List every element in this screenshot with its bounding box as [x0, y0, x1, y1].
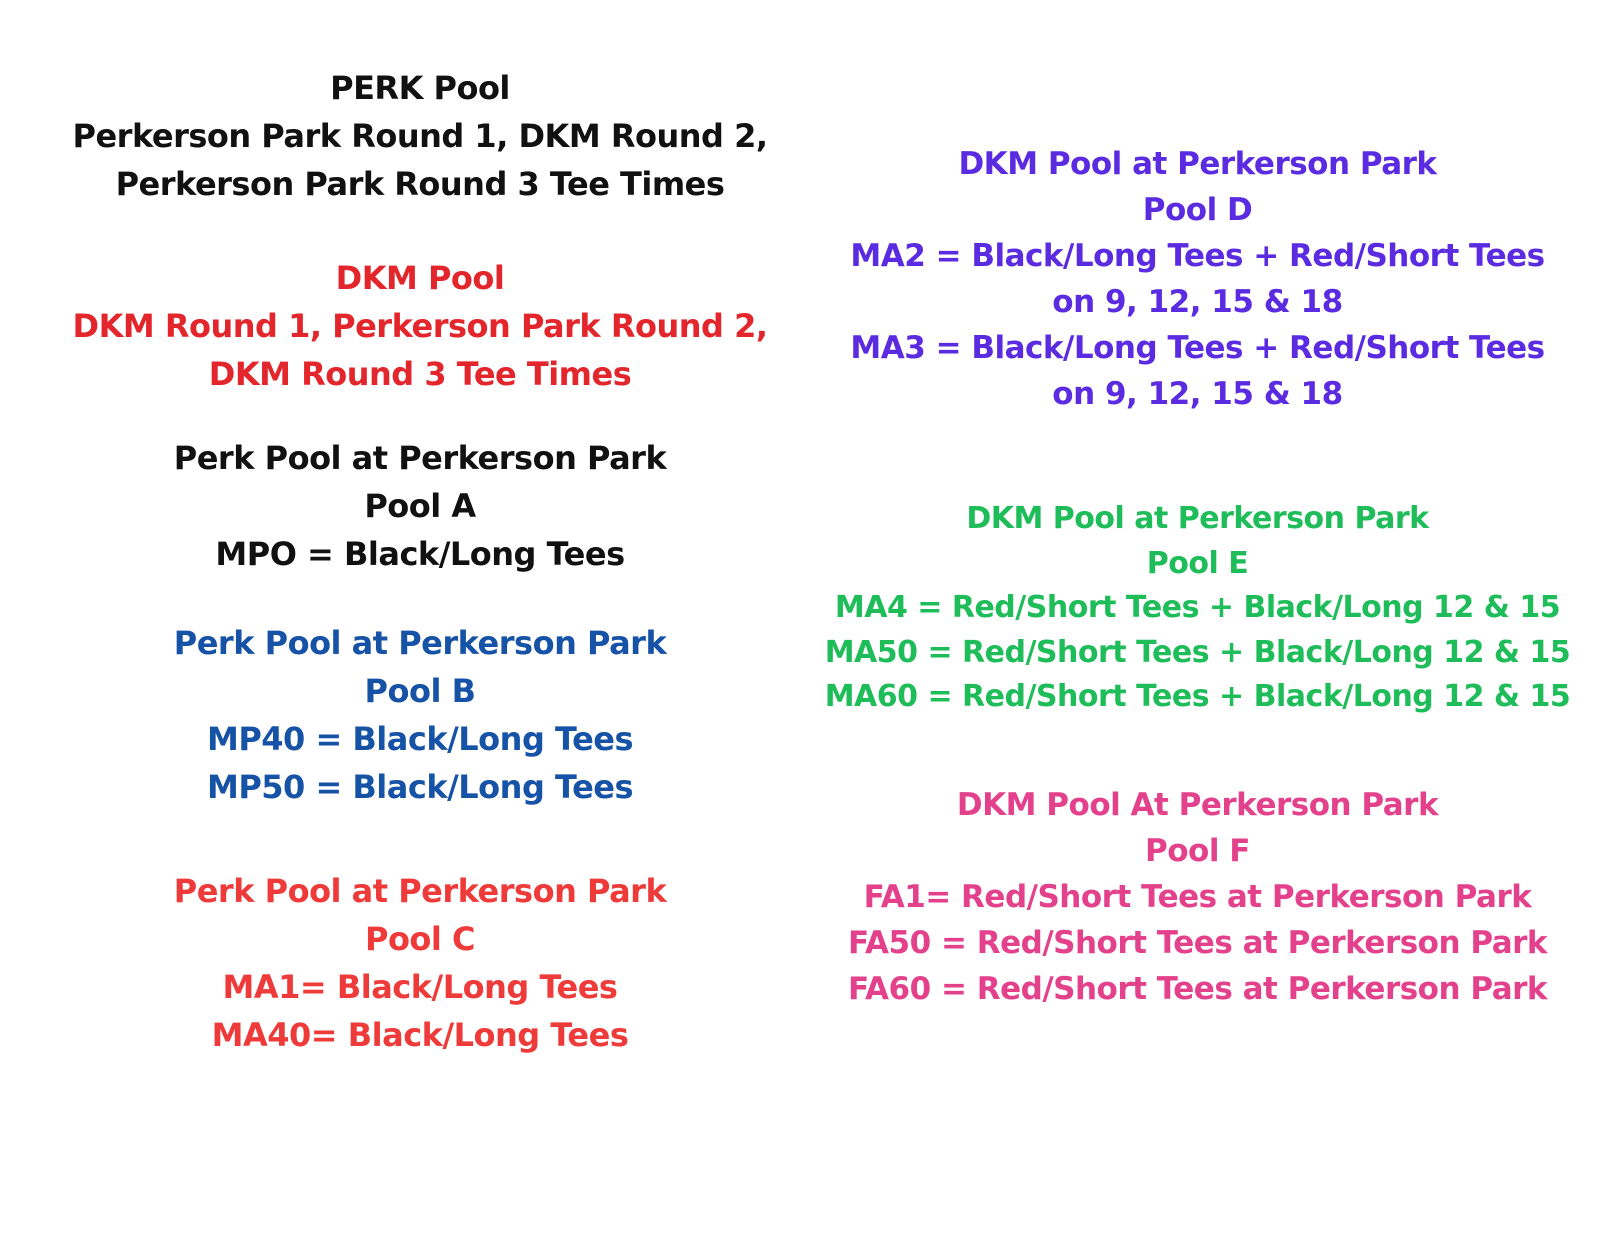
- pool-a-section: [0, 434, 840, 578]
- dkm-pool-rounds-line-2: DKM Round 3 Tee Times: [208, 355, 632, 393]
- pool-e-division: MA60 = Red/Short Tees + Black/Long 12 & 15: [824, 679, 1571, 714]
- pool-c-section: [0, 867, 840, 1059]
- pool-d-section: [820, 141, 1575, 417]
- perk-pool-rounds-line-1: Perkerson Park Round 1, DKM Round 2,: [72, 117, 768, 155]
- dkm-pool-title: DKM Pool: [335, 259, 505, 297]
- pool-b-name: Pool B: [364, 672, 476, 710]
- pool-d-heading: DKM Pool at Perkerson Park: [958, 146, 1437, 182]
- pool-f-heading: DKM Pool At Perkerson Park: [956, 787, 1439, 823]
- pool-f-division: FA60 = Red/Short Tees at Perkerson Park: [847, 971, 1548, 1007]
- pool-d-line: on 9, 12, 15 & 18: [1052, 284, 1343, 320]
- pool-f-section: [820, 782, 1575, 1012]
- pool-c-name: Pool C: [364, 920, 475, 958]
- pool-d-line: on 9, 12, 15 & 18: [1052, 376, 1343, 412]
- pool-e-division: MA50 = Red/Short Tees + Black/Long 12 & 15: [824, 634, 1571, 670]
- pool-b-section: [0, 619, 840, 811]
- pool-a-heading: Perk Pool at Perkerson Park: [173, 439, 667, 477]
- pool-b-division: MP40 = Black/Long Tees: [206, 720, 634, 758]
- pool-e-name: Pool E: [1146, 545, 1249, 581]
- pool-a-division: MPO = Black/Long Tees: [215, 535, 625, 573]
- pool-e-division: MA4 = Red/Short Tees + Black/Long 12 & 15: [834, 590, 1561, 625]
- perk-pool-title: PERK Pool: [330, 69, 510, 107]
- pool-f-division: FA1= Red/Short Tees at Perkerson Park: [863, 879, 1532, 915]
- pool-d-name: Pool D: [1142, 192, 1253, 228]
- perk-pool-rounds-line-2: Perkerson Park Round 3 Tee Times: [115, 165, 725, 203]
- pool-c-division: MA40= Black/Long Tees: [211, 1016, 629, 1054]
- pool-a-name: Pool A: [364, 487, 476, 525]
- pool-d-line: MA3 = Black/Long Tees + Red/Short Tees: [850, 330, 1545, 366]
- pool-e-heading: DKM Pool at Perkerson Park: [966, 501, 1429, 536]
- dkm-pool-header: [0, 254, 840, 398]
- pool-b-heading: Perk Pool at Perkerson Park: [173, 624, 667, 662]
- dkm-pool-rounds-line-1: DKM Round 1, Perkerson Park Round 2,: [72, 307, 768, 345]
- perk-pool-header: [0, 64, 840, 208]
- pool-c-heading: Perk Pool at Perkerson Park: [173, 872, 667, 910]
- pool-c-division: MA1= Black/Long Tees: [222, 968, 618, 1006]
- pool-f-division: FA50 = Red/Short Tees at Perkerson Park: [847, 925, 1548, 961]
- pool-b-division: MP50 = Black/Long Tees: [206, 768, 634, 806]
- pool-e-section: [820, 497, 1575, 720]
- pool-f-name: Pool F: [1145, 833, 1250, 869]
- pool-d-line: MA2 = Black/Long Tees + Red/Short Tees: [850, 238, 1545, 274]
